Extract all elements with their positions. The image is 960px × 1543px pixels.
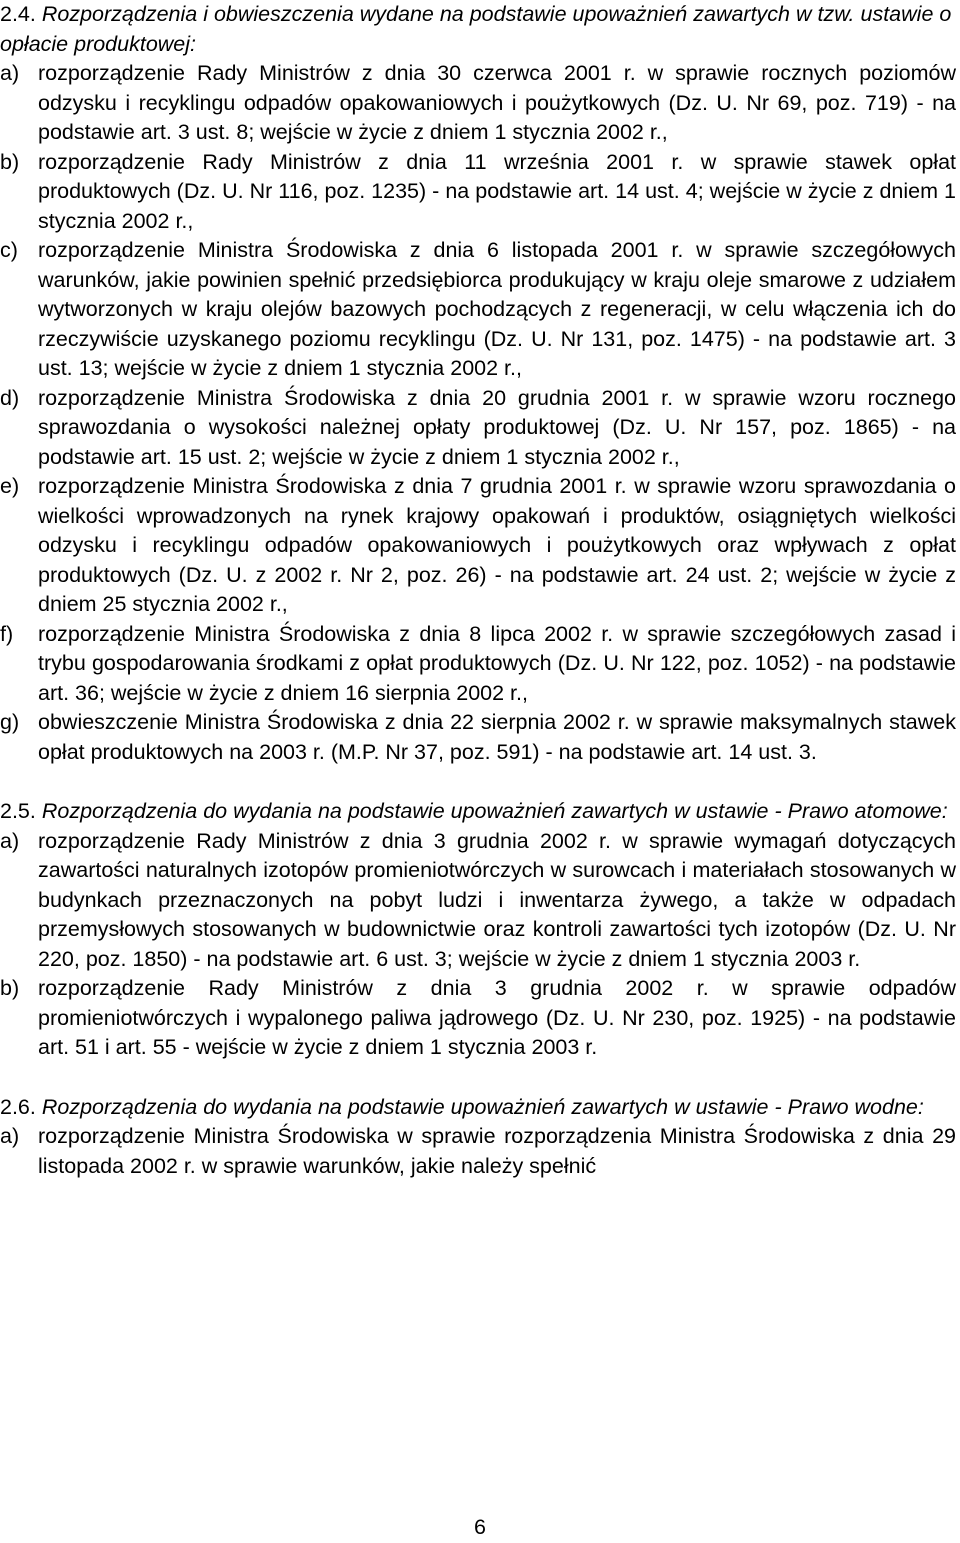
section-heading (0, 797, 956, 827)
section-2-4 (0, 0, 956, 767)
item-text: rozporządzenie Ministra Środowiska z dnia 20 grudnia 2001 r. w sprawie wzoru rocznego sprawozdania o wysokości należnej opłaty produktowej (Dz. U. Nr 157, poz. 1865) - na podstawie art. 15 ust. 2; wejście w życie z dniem 1 stycznia 2002 r., (38, 385, 956, 469)
item-marker: b) (0, 976, 20, 1000)
section-number: 2.5. (0, 799, 36, 823)
list-item (0, 59, 956, 148)
list-item (0, 236, 956, 384)
item-text: rozporządzenie Ministra Środowiska z dnia 7 grudnia 2001 r. w sprawie wzoru sprawozdania o wielkości wprowadzonych na rynek krajowy opakowań i produktów, osiągniętych wielkości odzysku i recyklingu odpadów opakowaniowych i poużytkowych oraz wpływach z opłat produktowych (Dz. U. z 2002 r. Nr 2, poz. 26) - na podstawie art. 24 ust. 2; wejście w życie z dniem 25 stycznia 2002 r., (38, 474, 956, 616)
item-text: obwieszczenie Ministra Środowiska z dnia 22 sierpnia 2002 r. w sprawie maksymalnych stawek opłat produktowych na 2003 r. (M.P. Nr 37, poz. 591) - na podstawie art. 14 ust. 3. (38, 710, 956, 764)
item-text: rozporządzenie Ministra Środowiska z dnia 6 listopada 2001 r. w sprawie szczegółowych warunków, jakie powinien spełnić przedsiębiorca produkujący w kraju oleje smarowe z udziałem wytworzonych w kraju olejów bazowych pochodzących z regeneracji, w celu włączenia ich do rzeczywiście uzyskanego poziomu recyklingu (Dz. U. Nr 131, poz. 1475) - na podstawie art. 3 ust. 13; wejście w życie z dniem 1 stycznia 2002 r., (38, 238, 956, 380)
list-item (0, 827, 956, 975)
item-marker: b) (0, 149, 20, 174)
section-title: Rozporządzenia do wydania na podstawie upoważnień zawartych w ustawie - Prawo wodne: (41, 1094, 924, 1119)
list-item (0, 620, 956, 709)
section-heading (0, 0, 956, 59)
item-list (0, 1122, 956, 1181)
section-number: 2.4. (0, 2, 36, 26)
list-item (0, 708, 956, 767)
page-number: 6 (474, 1515, 486, 1539)
item-marker: d) (0, 385, 20, 410)
item-marker: a) (0, 61, 20, 85)
item-marker: c) (0, 238, 18, 262)
section-spacer (0, 1063, 956, 1093)
item-marker: g) (0, 710, 20, 734)
section-title: Rozporządzenia i obwieszczenia wydane na podstawie upoważnień zawartych w tzw. ustawie o opłacie produktowej: (0, 2, 952, 56)
item-text: rozporządzenie Rady Ministrów z dnia 3 grudnia 2002 r. w sprawie odpadów promieniotwórczych i wypalonego paliwa jądrowego (Dz. U. Nr 230, poz. 1925) - na podstawie art. 51 i art. 55 - wejście w życie z dniem 1 stycznia 2003 r. (38, 976, 956, 1059)
section-number: 2.6. (0, 1094, 36, 1119)
list-item (0, 1122, 956, 1181)
section-title: Rozporządzenia do wydania na podstawie upoważnień zawartych w ustawie - Prawo atomowe: (41, 799, 948, 823)
list-item (0, 148, 956, 237)
section-2-5 (0, 797, 956, 1063)
item-marker: f) (0, 621, 14, 646)
item-text: rozporządzenie Rady Ministrów z dnia 11 września 2001 r. w sprawie stawek opłat produktowych (Dz. U. Nr 116, poz. 1235) - na podstawie art. 14 ust. 4; wejście w życie z dniem 1 stycznia 2002 r., (38, 149, 956, 233)
item-text: rozporządzenie Ministra Środowiska w sprawie rozporządzenia Ministra Środowiska z dnia 29 listopada 2002 r. w sprawie warunków, jakie należy spełnić (38, 1124, 956, 1178)
section-2-6 (0, 1093, 956, 1182)
section-spacer (0, 767, 956, 797)
item-list (0, 59, 956, 767)
item-text: rozporządzenie Ministra Środowiska z dnia 8 lipca 2002 r. w sprawie szczegółowych zasad i trybu gospodarowania środkami z opłat produktowych (Dz. U. Nr 122, poz. 1052) - na podstawie art. 36; wejście w życie z dniem 16 sierpnia 2002 r., (38, 621, 956, 705)
item-text: rozporządzenie Rady Ministrów z dnia 3 grudnia 2002 r. w sprawie wymagań dotyczących zawartości naturalnych izotopów promieniotwórczych w surowcach i materiałach stosowanych w budynkach przeznaczonych na pobyt ludzi i inwentarza żywego, a także w odpadach przemysłowych stosowanych w budownictwie oraz kontroli zawartości tych izotopów (Dz. U. Nr 220, poz. 1850) - na podstawie art. 6 ust. 3; wejście w życie z dniem 1 stycznia 2003 r. (38, 828, 956, 971)
section-heading (0, 1093, 956, 1123)
item-marker: a) (0, 1124, 20, 1148)
list-item (0, 472, 956, 620)
item-marker: e) (0, 474, 20, 498)
item-text: rozporządzenie Rady Ministrów z dnia 30 czerwca 2001 r. w sprawie rocznych poziomów odzysku i recyklingu odpadów opakowaniowych i poużytkowych (Dz. U. Nr 69, poz. 719) - na podstawie art. 3 ust. 8; wejście w życie z dniem 1 stycznia 2002 r., (38, 61, 956, 144)
list-item (0, 974, 956, 1063)
list-item (0, 384, 956, 473)
item-marker: a) (0, 828, 20, 853)
item-list (0, 827, 956, 1063)
